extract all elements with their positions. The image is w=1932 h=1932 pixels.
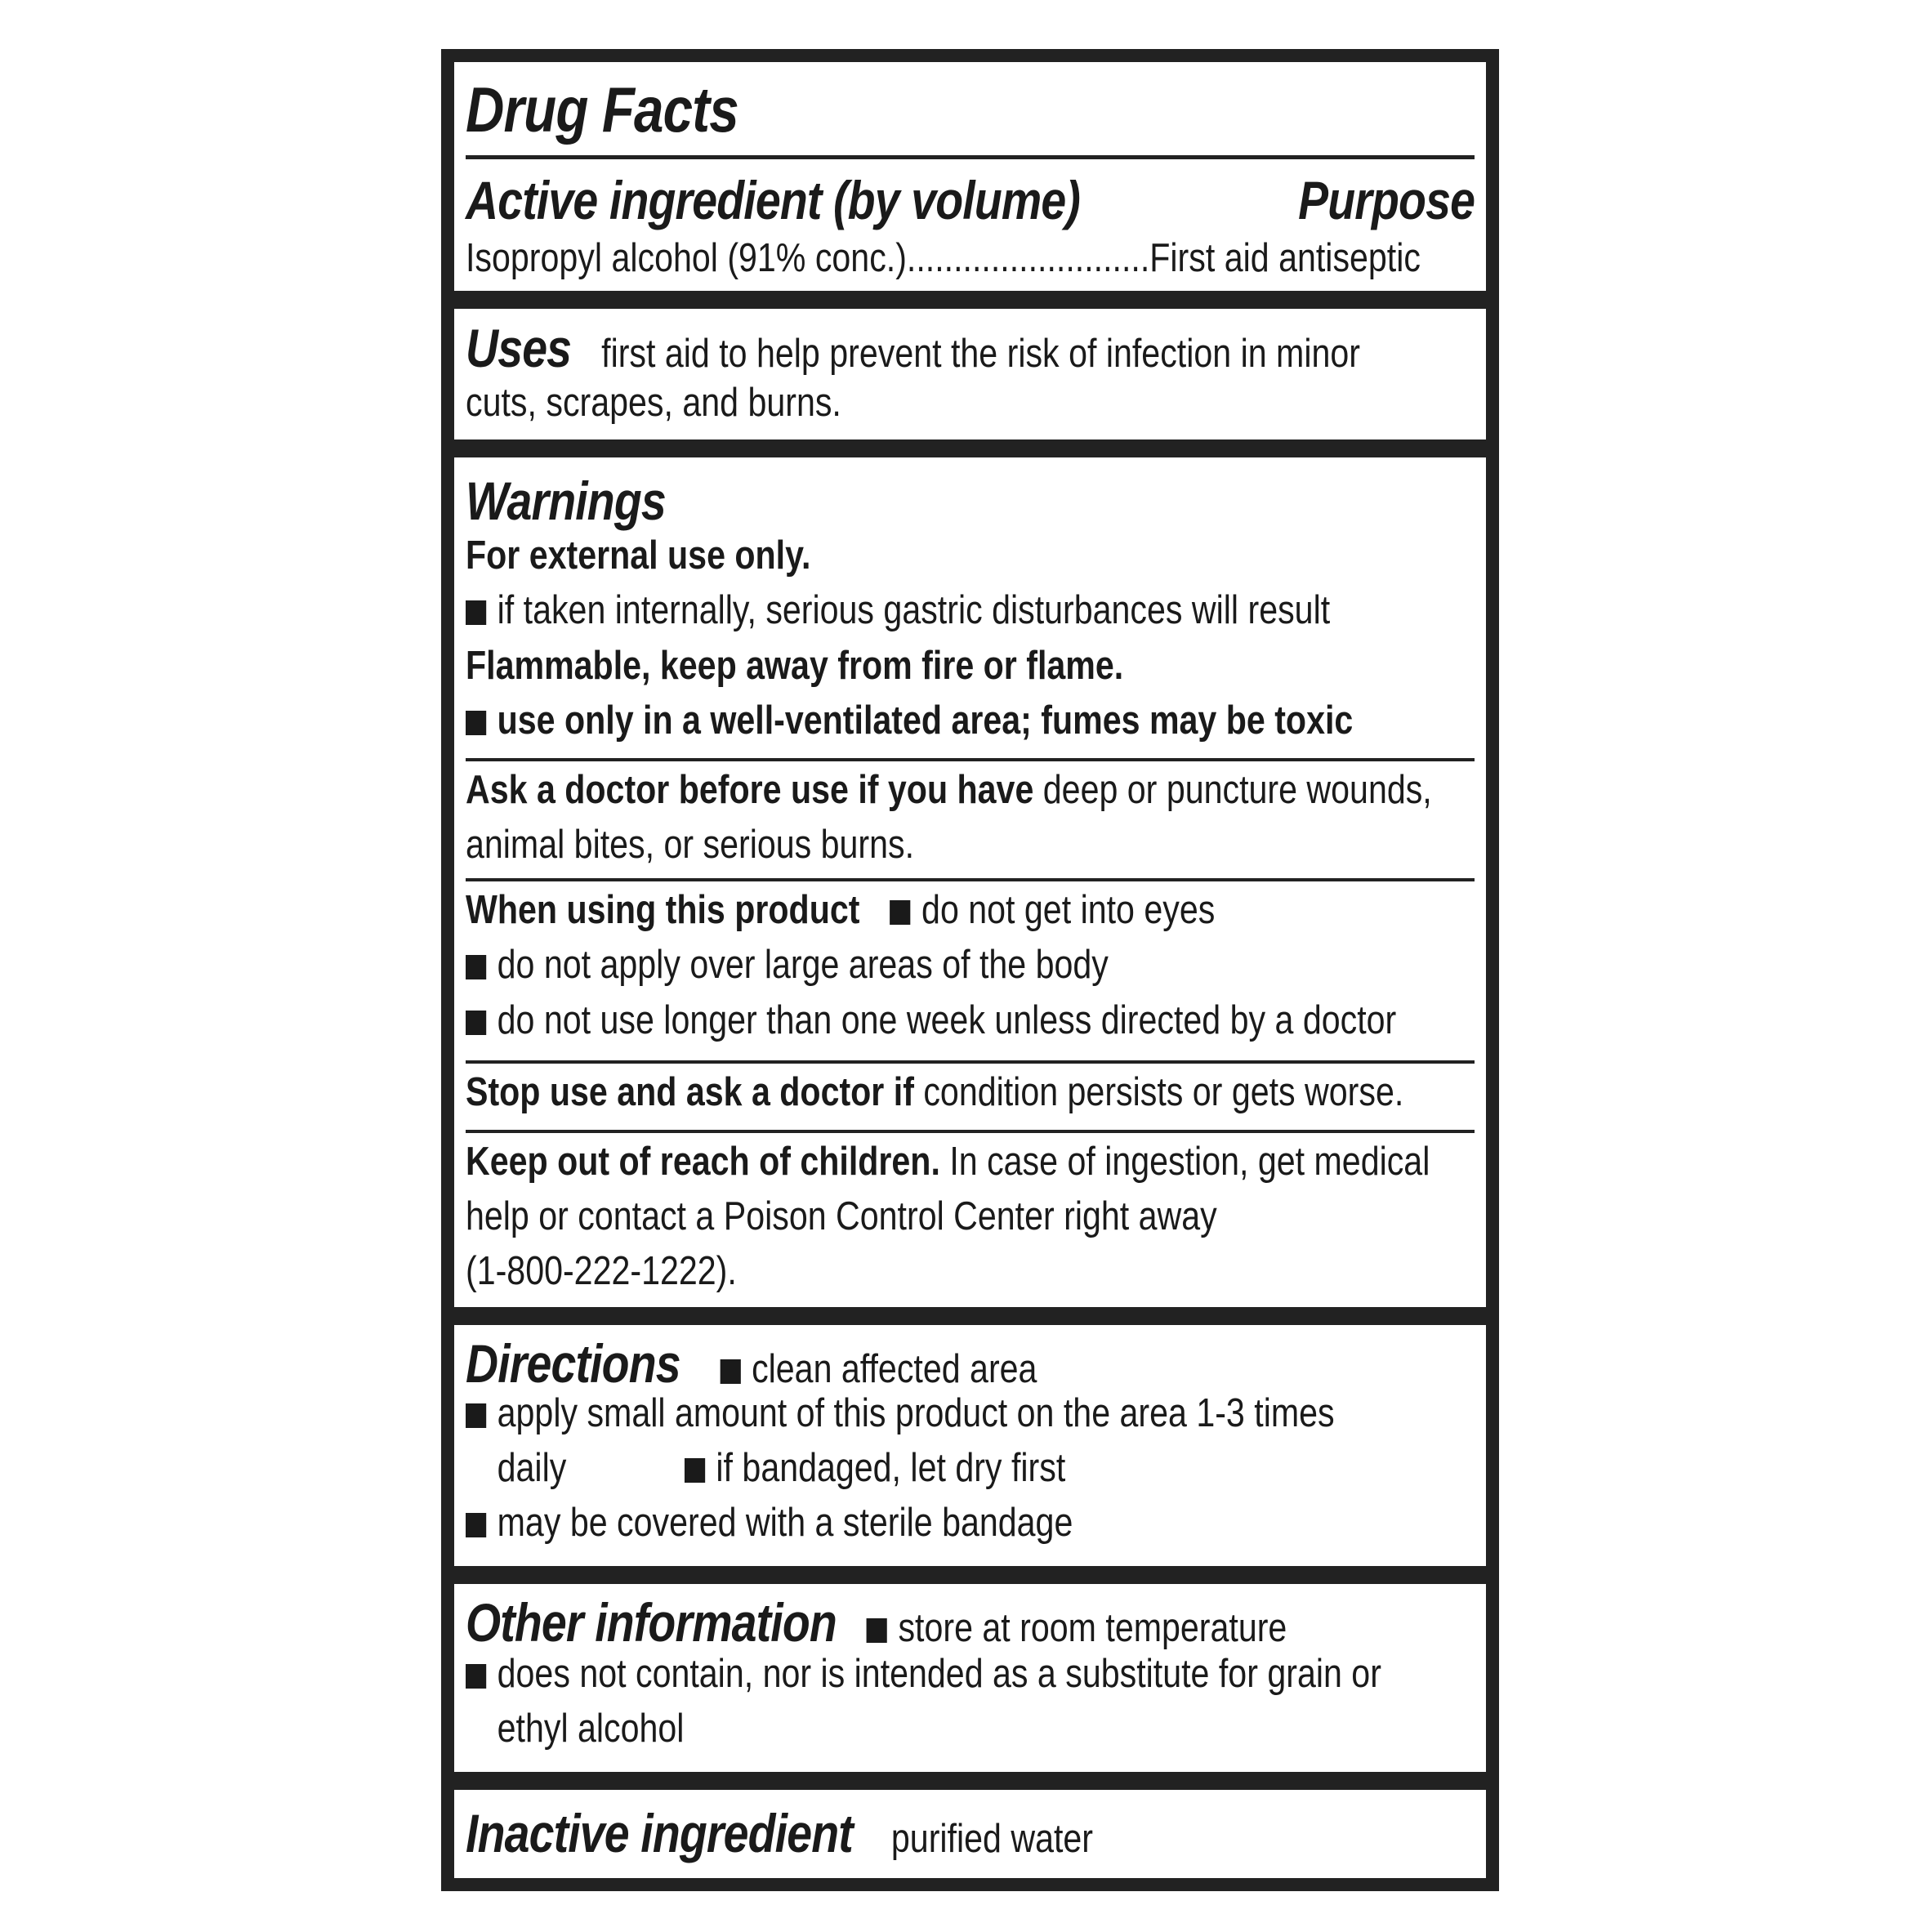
warnings-rule-4 xyxy=(466,1130,1475,1133)
bullet-icon xyxy=(867,1618,887,1643)
bullet-icon xyxy=(466,1011,486,1035)
title-rule xyxy=(466,155,1475,159)
warning-ventilated: use only in a well-ventilated area; fumes may be toxic xyxy=(466,696,1353,745)
warnings-rule-1 xyxy=(466,758,1475,761)
warnings-rule-3 xyxy=(466,1060,1475,1064)
directions-box xyxy=(454,1325,1486,1566)
directions-apply: apply small amount of this product on the area 1-3 times xyxy=(466,1389,1335,1438)
poison-control-phone: (1-800-222-1222). xyxy=(466,1249,737,1293)
bullet-icon xyxy=(466,1513,486,1537)
uses-heading: Uses xyxy=(466,318,572,378)
when-using-line-1: When using this product do not get into eyes xyxy=(466,888,1216,932)
active-purpose: First aid antiseptic xyxy=(1149,236,1421,280)
other-info-line-2: does not contain, nor is intended as a substitute for grain or xyxy=(466,1649,1381,1698)
active-ingredient-row xyxy=(466,234,1421,283)
stop-use-line: Stop use and ask a doctor if condition persists or gets worse. xyxy=(466,1070,1404,1114)
drug-facts-title: Drug Facts xyxy=(466,74,738,145)
directions-covered: may be covered with a sterile bandage xyxy=(466,1498,1073,1547)
bullet-icon xyxy=(466,711,486,735)
other-info-line-3: ethyl alcohol xyxy=(497,1707,685,1751)
bullet-icon xyxy=(890,900,910,925)
ask-doctor-line-1: Ask a doctor before use if you have deep or puncture wounds, xyxy=(466,768,1432,812)
active-ingredient-heading: Active ingredient (by volume) xyxy=(466,170,1080,230)
when-using-line-2: do not apply over large areas of the body xyxy=(466,940,1109,989)
bullet-icon xyxy=(466,1664,486,1689)
inactive-ingredient-heading: Inactive ingredient xyxy=(466,1803,853,1863)
directions-daily: daily if bandaged, let dry first xyxy=(497,1446,1066,1490)
bullet-icon xyxy=(720,1359,740,1384)
directions-heading: Directions xyxy=(466,1333,680,1394)
bullet-icon xyxy=(466,1403,486,1428)
warnings-box xyxy=(454,457,1486,1307)
other-info-line-1: Other information store at room temperature xyxy=(466,1592,1287,1653)
keep-out-line-2: help or contact a Poison Control Center right away xyxy=(466,1194,1217,1238)
uses-line-2: cuts, scrapes, and burns. xyxy=(466,381,841,425)
leader-dots: .......................... xyxy=(906,236,1150,280)
other-information-heading: Other information xyxy=(466,1592,837,1653)
warnings-heading: Warnings xyxy=(466,471,666,531)
keep-out-line-1: Keep out of reach of children. In case of ingestion, get medical xyxy=(466,1140,1430,1184)
flammable-warning: Flammable, keep away from fire or flame. xyxy=(466,644,1124,688)
warning-internal: if taken internally, serious gastric disturbances will result xyxy=(466,586,1330,635)
drug-facts-panel xyxy=(441,49,1499,1891)
external-use-only: For external use only. xyxy=(466,533,811,578)
bullet-icon xyxy=(685,1458,705,1483)
when-using-line-3: do not use longer than one week unless directed by a doctor xyxy=(466,996,1396,1045)
ask-doctor-line-2: animal bites, or serious burns. xyxy=(466,823,915,867)
warnings-rule-2 xyxy=(466,878,1475,881)
inactive-ingredient-box xyxy=(454,1790,1486,1878)
purpose-heading: Purpose xyxy=(1298,170,1475,230)
active-ingredient-name: Isopropyl alcohol (91% conc.) xyxy=(466,236,907,280)
inactive-ingredient-line xyxy=(466,1798,1093,1874)
bullet-icon xyxy=(466,955,486,979)
other-information-box xyxy=(454,1584,1486,1772)
inactive-ingredient-value: purified water xyxy=(890,1817,1094,1861)
active-ingredient-box xyxy=(454,62,1486,291)
uses-line-1: Uses first aid to help prevent the risk of infection in minor xyxy=(466,318,1360,378)
bullet-icon xyxy=(466,600,486,625)
uses-box xyxy=(454,309,1486,439)
directions-line-1: Directions clean affected area xyxy=(466,1333,1037,1394)
